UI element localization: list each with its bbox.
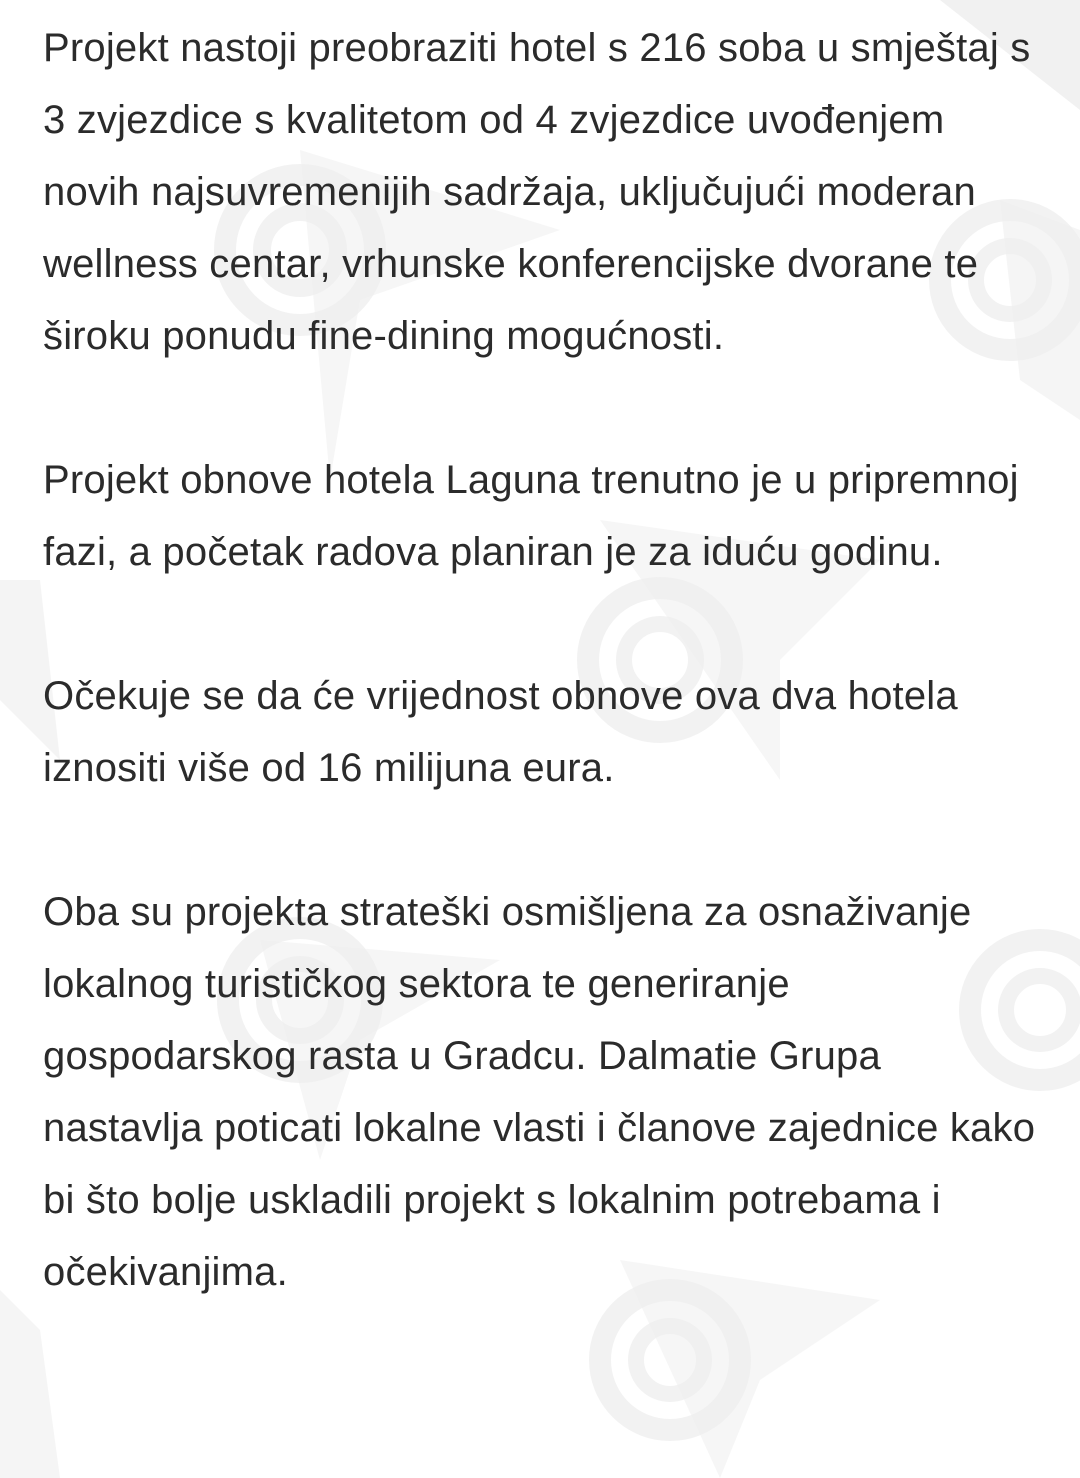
article-paragraph-3: Očekuje se da će vrijednost obnove ova dva hotela iznositi više od 16 milijuna eura.	[43, 674, 958, 790]
article-paragraph-1: Projekt nastoji preobraziti hotel s 216 soba u smještaj s 3 zvjezdice s kvalitetom od 4 zvjezdice uvođenjem novih najsuvremenijih sadržaja, uključujući moderan wellness centar, vrhunske konferencijske dvorane te široku ponudu fine-dining mogućnosti.	[43, 26, 1031, 358]
article-paragraph-4: Oba su projekta strateški osmišljena za osnaživanje lokalnog turističkog sektora te generiranje gospodarskog rasta u Gradcu. Dalmatie Grupa nastavlja poticati lokalne vlasti i članove zajednice kako bi što bolje uskladili projekt s lokalnim potrebama i očekivanjima.	[43, 890, 1036, 1294]
article-paragraph-2: Projekt obnove hotela Laguna trenutno je u pripremnoj fazi, a početak radova planiran je za iduću godinu.	[43, 458, 1019, 574]
